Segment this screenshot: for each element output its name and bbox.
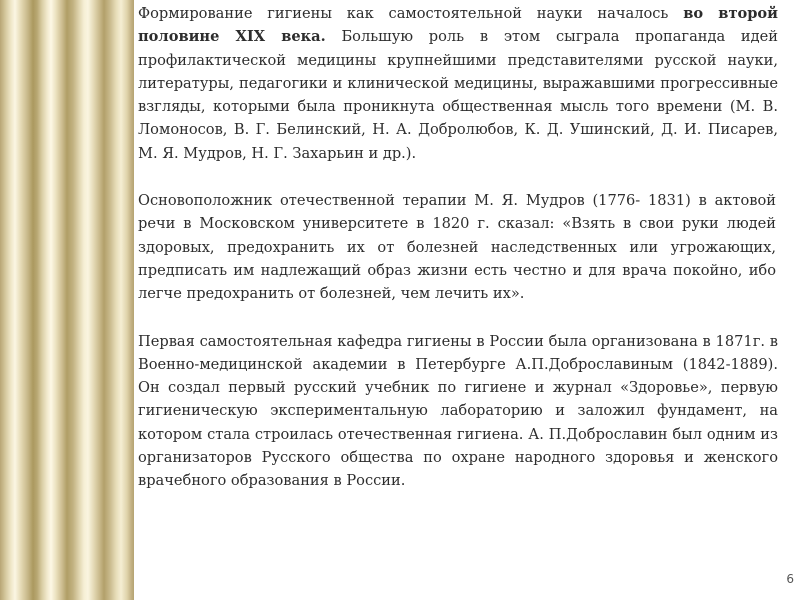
paragraph-1-body: Большую роль в этом сыграла пропаганда идей профилактической медицины крупнейшими представителями русской науки, литературы, педагогики и клинической медицины, выражавшими прогрессивные взгляды, которыми была проникнута общественная мысль того времени (М. В. Ломоносов, В. Г. Белинский, Н. А. Добролюбов, К. Д. Ушинский, Д. И. Писарев, М. Я. Мудров, Н. Г. Захарьин и др.). <box>138 28 778 162</box>
slide-text <box>138 2 782 517</box>
curtain-decoration <box>0 0 134 600</box>
paragraph-2: Основоположник отечественной терапии М. Я. Мудров (1776- 1831) в актовой речи в Московском университете в 1820 г. сказал: «Взять в свои руки людей здоровых, предохранить их от болезней наследственных или угрожающих, предписать им надлежащий образ жизни есть честно и для врача покойно, ибо легче предохранить от болезней, чем лечить их». <box>138 192 776 303</box>
paragraph-1-bold-date: во второй половине XIX века. <box>138 5 778 46</box>
page-number: 6 <box>786 572 794 586</box>
paragraph-1 <box>138 2 778 165</box>
paragraph-3: Первая самостоятельная кафедра гигиены в России была организована в 1871г. в Военно-медицинской академии в Петербурге А.П.Доброславиным (1842-1889). Он создал первый русский учебник по гигиене и журнал «Здоровье», первую гигиеническую экспериментальную лабораторию и заложил фундамент, на котором стала строилась отечественная гигиена. А. П.Доброславин был одним из организаторов Русского общества по охране народного здоровья и женского врачебного образования в России. <box>138 332 778 490</box>
paragraph-1-intro: Формирование гигиены как самостоятельной науки началось <box>138 5 684 22</box>
